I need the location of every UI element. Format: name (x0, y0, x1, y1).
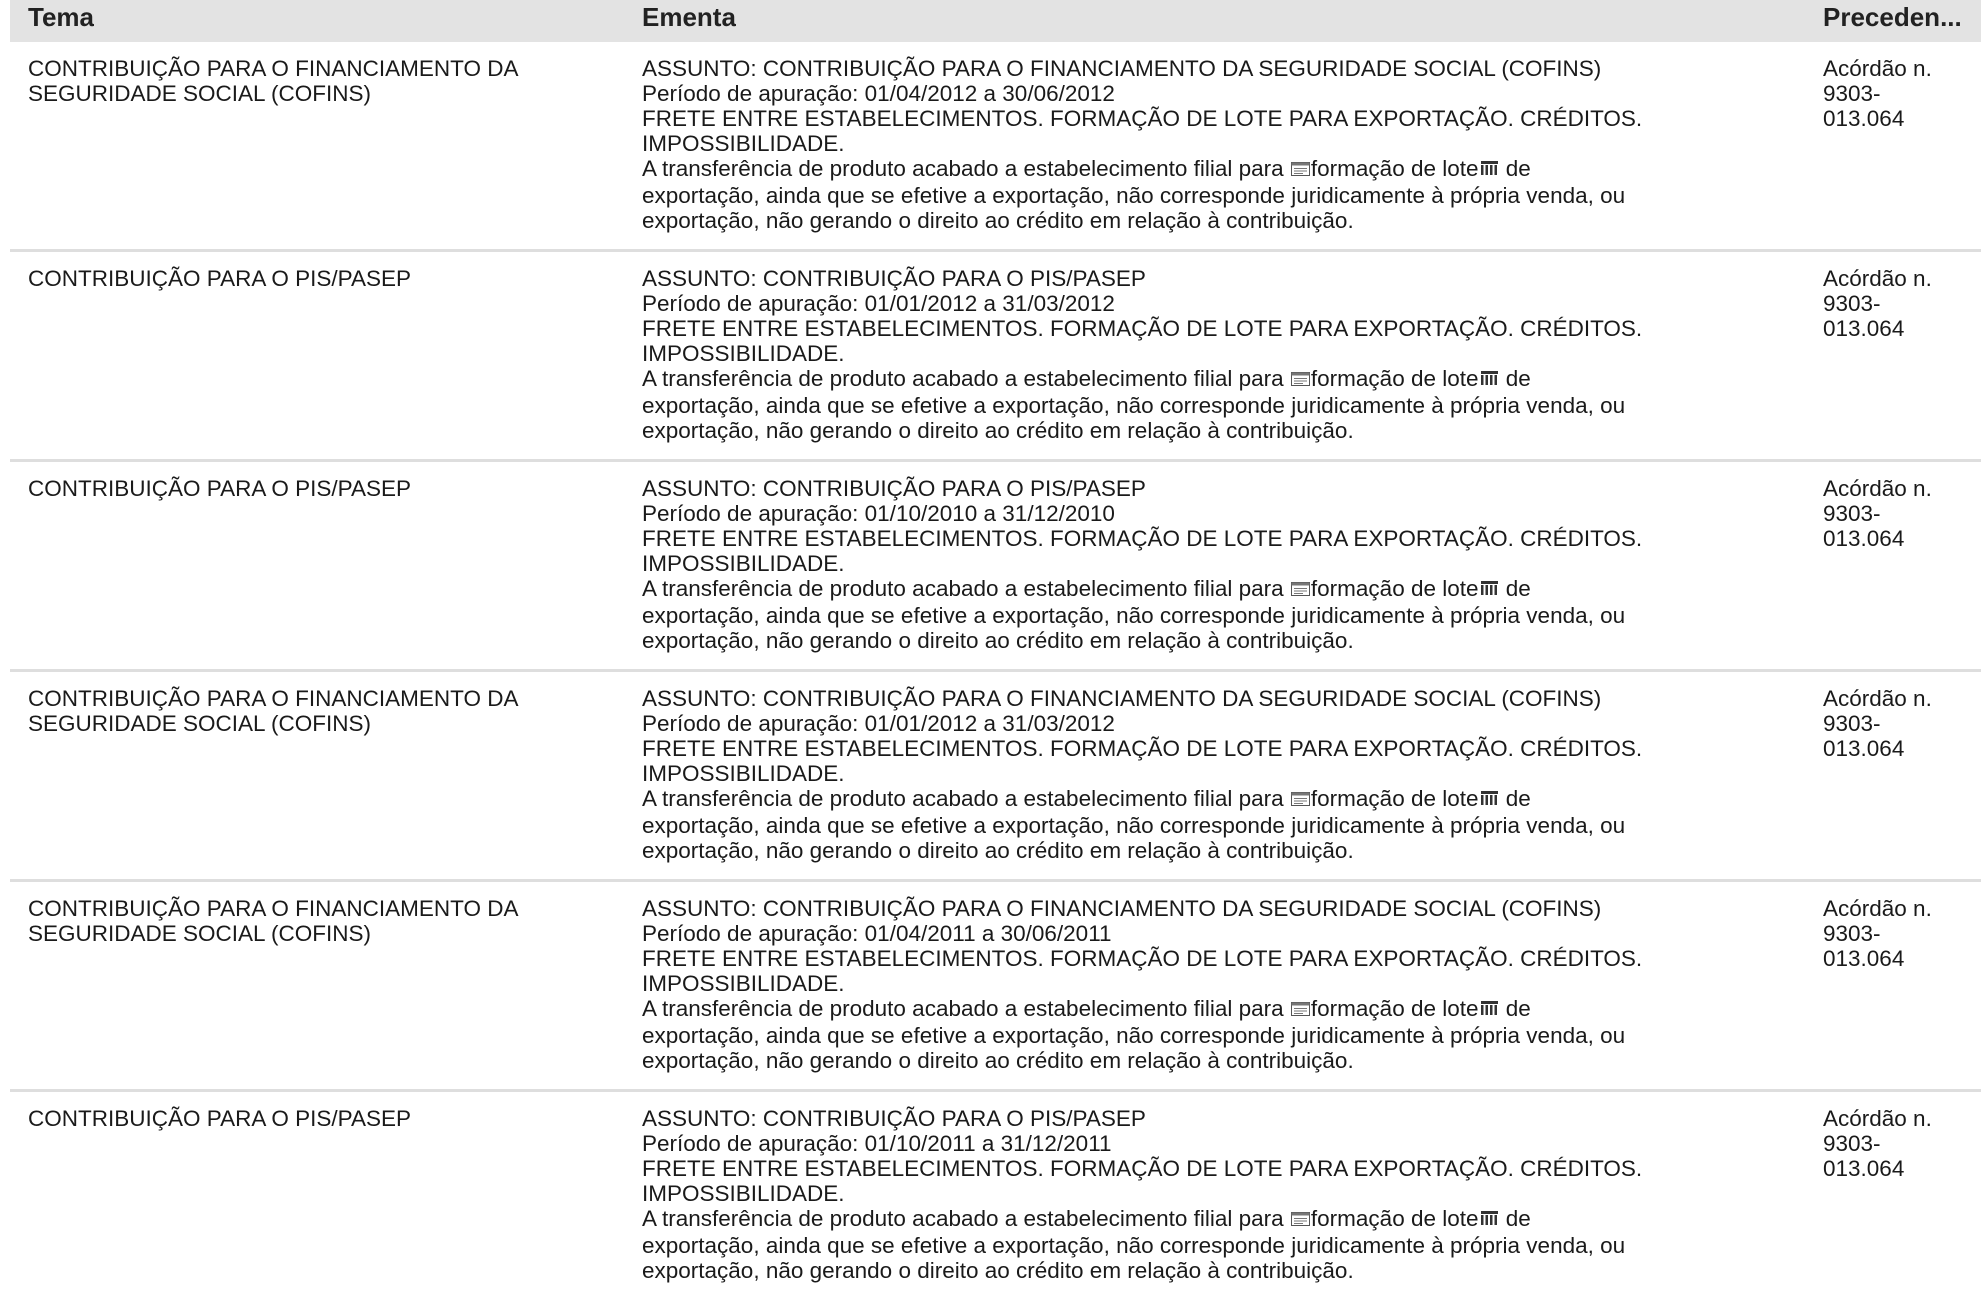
tema-line: CONTRIBUIÇÃO PARA O PIS/PASEP (28, 1106, 412, 1131)
columns-icon (1480, 576, 1499, 601)
ementa-frete: FRETE ENTRE ESTABELECIMENTOS. FORMAÇÃO DE LOTE PARA EXPORTAÇÃO. CRÉDITOS. (642, 526, 1643, 551)
precedente-cell[interactable] (1823, 56, 1973, 131)
ementa-assunto: ASSUNTO: CONTRIBUIÇÃO PARA O PIS/PASEP (642, 476, 1146, 501)
ementa-periodo: Período de apuração: 01/01/2012 a 31/03/2012 (642, 291, 1115, 316)
table-row[interactable] (10, 882, 1981, 1092)
ementa-texto-linha-3: exportação, não gerando o direito ao crédito em relação à contribuição. (642, 837, 1354, 863)
precedente-line: 9303- (1823, 291, 1881, 316)
table-row[interactable] (10, 252, 1981, 462)
ementa-periodo: Período de apuração: 01/04/2011 a 30/06/2011 (642, 921, 1112, 946)
ementa-texto-c: de (1499, 1206, 1531, 1231)
precedente-line: 013.064 (1823, 526, 1905, 551)
precedente-line: 9303- (1823, 711, 1881, 736)
ementa-texto-linha-3: exportação, não gerando o direito ao crédito em relação à contribuição. (642, 1257, 1354, 1283)
columns-icon (1480, 1206, 1499, 1231)
precedente-line: 9303- (1823, 81, 1881, 106)
precedente-cell[interactable] (1823, 896, 1973, 971)
tema-cell (28, 686, 588, 736)
ementa-cell (642, 56, 1792, 233)
tema-line: CONTRIBUIÇÃO PARA O PIS/PASEP (28, 266, 412, 291)
ementa-texto-linha-1 (642, 156, 1792, 183)
ementa-cell (642, 686, 1792, 863)
tema-cell (28, 266, 588, 291)
ementa-assunto: ASSUNTO: CONTRIBUIÇÃO PARA O PIS/PASEP (642, 266, 1146, 291)
columns-icon (1480, 996, 1499, 1021)
tema-line: CONTRIBUIÇÃO PARA O FINANCIAMENTO DA (28, 896, 519, 921)
ementa-frete: FRETE ENTRE ESTABELECIMENTOS. FORMAÇÃO DE LOTE PARA EXPORTAÇÃO. CRÉDITOS. (642, 1156, 1643, 1181)
ementa-texto-linha-2: exportação, ainda que se efetive a exportação, não corresponde juridicamente à própria venda, ou (642, 812, 1626, 838)
table-row[interactable] (10, 462, 1981, 672)
table-body (10, 42, 1981, 1302)
precedente-line: 013.064 (1823, 736, 1905, 761)
ementa-texto-a: A transferência de produto acabado a estabelecimento filial para (642, 996, 1290, 1021)
ementa-frete: FRETE ENTRE ESTABELECIMENTOS. FORMAÇÃO DE LOTE PARA EXPORTAÇÃO. CRÉDITOS. (642, 106, 1643, 131)
ementa-texto-a: A transferência de produto acabado a estabelecimento filial para (642, 786, 1290, 811)
precedente-line: 9303- (1823, 1131, 1881, 1156)
precedente-line: Acórdão n. (1823, 56, 1932, 81)
columns-icon (1480, 786, 1499, 811)
table-row[interactable] (10, 1092, 1981, 1302)
ementa-texto-b: formação de lote (1310, 1206, 1479, 1231)
document-icon (1291, 786, 1310, 811)
column-header-tema[interactable]: Tema (28, 2, 94, 32)
document-icon (1291, 156, 1310, 181)
precedente-line: 9303- (1823, 501, 1881, 526)
precedente-line: Acórdão n. (1823, 476, 1932, 501)
ementa-assunto: ASSUNTO: CONTRIBUIÇÃO PARA O FINANCIAMENTO DA SEGURIDADE SOCIAL (COFINS) (642, 896, 1602, 921)
precedente-line: Acórdão n. (1823, 266, 1932, 291)
ementa-texto-b: formação de lote (1310, 156, 1479, 181)
ementa-impossibilidade: IMPOSSIBILIDADE. (642, 341, 845, 366)
tema-cell (28, 1106, 588, 1131)
ementa-impossibilidade: IMPOSSIBILIDADE. (642, 131, 845, 156)
document-icon (1291, 1206, 1310, 1231)
precedente-cell[interactable] (1823, 476, 1973, 551)
precedente-line: 013.064 (1823, 946, 1905, 971)
document-icon (1291, 366, 1310, 391)
ementa-texto-b: formação de lote (1310, 576, 1479, 601)
ementa-texto-c: de (1499, 996, 1531, 1021)
ementa-periodo: Período de apuração: 01/10/2011 a 31/12/2011 (642, 1131, 1112, 1156)
ementa-periodo: Período de apuração: 01/04/2012 a 30/06/2012 (642, 81, 1115, 106)
tema-line: SEGURIDADE SOCIAL (COFINS) (28, 711, 371, 736)
document-icon (1291, 996, 1310, 1021)
ementa-texto-linha-3: exportação, não gerando o direito ao crédito em relação à contribuição. (642, 417, 1354, 443)
ementa-texto-linha-1 (642, 366, 1792, 393)
ementa-texto-a: A transferência de produto acabado a estabelecimento filial para (642, 576, 1290, 601)
ementa-assunto: ASSUNTO: CONTRIBUIÇÃO PARA O FINANCIAMENTO DA SEGURIDADE SOCIAL (COFINS) (642, 56, 1602, 81)
precedente-line: 013.064 (1823, 106, 1905, 131)
table-row[interactable] (10, 42, 1981, 252)
ementa-texto-a: A transferência de produto acabado a estabelecimento filial para (642, 1206, 1290, 1231)
tema-cell (28, 896, 588, 946)
ementa-frete: FRETE ENTRE ESTABELECIMENTOS. FORMAÇÃO DE LOTE PARA EXPORTAÇÃO. CRÉDITOS. (642, 316, 1643, 341)
ementa-texto-a: A transferência de produto acabado a estabelecimento filial para (642, 366, 1290, 391)
ementa-texto-a: A transferência de produto acabado a estabelecimento filial para (642, 156, 1290, 181)
ementa-texto-c: de (1499, 786, 1531, 811)
ementa-texto-linha-1 (642, 1206, 1792, 1233)
ementa-impossibilidade: IMPOSSIBILIDADE. (642, 1181, 845, 1206)
precedente-line: 013.064 (1823, 1156, 1905, 1181)
ementa-texto-c: de (1499, 156, 1531, 181)
ementa-texto-linha-1 (642, 786, 1792, 813)
ementa-periodo: Período de apuração: 01/01/2012 a 31/03/2012 (642, 711, 1115, 736)
precedente-line: Acórdão n. (1823, 896, 1932, 921)
tema-cell (28, 56, 588, 106)
precedente-line: Acórdão n. (1823, 1106, 1932, 1131)
ementa-texto-linha-2: exportação, ainda que se efetive a exportação, não corresponde juridicamente à própria venda, ou (642, 182, 1626, 208)
tema-line: CONTRIBUIÇÃO PARA O FINANCIAMENTO DA (28, 686, 519, 711)
table-header (10, 0, 1981, 42)
ementa-impossibilidade: IMPOSSIBILIDADE. (642, 551, 845, 576)
ementa-impossibilidade: IMPOSSIBILIDADE. (642, 761, 845, 786)
column-header-precedente[interactable]: Preceden... (1823, 2, 1962, 32)
ementa-texto-linha-3: exportação, não gerando o direito ao crédito em relação à contribuição. (642, 1047, 1354, 1073)
columns-icon (1480, 156, 1499, 181)
ementa-texto-b: formação de lote (1310, 786, 1479, 811)
precedente-line: 013.064 (1823, 316, 1905, 341)
ementa-texto-c: de (1499, 366, 1531, 391)
column-header-ementa[interactable]: Ementa (642, 2, 736, 32)
precedente-cell[interactable] (1823, 266, 1973, 341)
ementa-frete: FRETE ENTRE ESTABELECIMENTOS. FORMAÇÃO DE LOTE PARA EXPORTAÇÃO. CRÉDITOS. (642, 736, 1643, 761)
ementa-texto-b: formação de lote (1310, 996, 1479, 1021)
ementa-texto-linha-2: exportação, ainda que se efetive a exportação, não corresponde juridicamente à própria venda, ou (642, 392, 1626, 418)
ementa-texto-c: de (1499, 576, 1531, 601)
tema-cell (28, 476, 588, 501)
ementa-texto-linha-3: exportação, não gerando o direito ao crédito em relação à contribuição. (642, 207, 1354, 233)
document-icon (1291, 576, 1310, 601)
tema-line: SEGURIDADE SOCIAL (COFINS) (28, 921, 371, 946)
ementa-texto-linha-2: exportação, ainda que se efetive a exportação, não corresponde juridicamente à própria venda, ou (642, 602, 1626, 628)
ementa-texto-linha-1 (642, 996, 1792, 1023)
precedente-line: Acórdão n. (1823, 686, 1932, 711)
ementa-frete: FRETE ENTRE ESTABELECIMENTOS. FORMAÇÃO DE LOTE PARA EXPORTAÇÃO. CRÉDITOS. (642, 946, 1643, 971)
ementa-texto-linha-3: exportação, não gerando o direito ao crédito em relação à contribuição. (642, 627, 1354, 653)
tema-line: CONTRIBUIÇÃO PARA O FINANCIAMENTO DA (28, 56, 519, 81)
ementa-texto-linha-2: exportação, ainda que se efetive a exportação, não corresponde juridicamente à própria venda, ou (642, 1232, 1626, 1258)
ementa-periodo: Período de apuração: 01/10/2010 a 31/12/2010 (642, 501, 1115, 526)
ementa-cell (642, 476, 1792, 653)
ementa-impossibilidade: IMPOSSIBILIDADE. (642, 971, 845, 996)
ementa-cell (642, 266, 1792, 443)
ementa-assunto: ASSUNTO: CONTRIBUIÇÃO PARA O FINANCIAMENTO DA SEGURIDADE SOCIAL (COFINS) (642, 686, 1602, 711)
tema-line: CONTRIBUIÇÃO PARA O PIS/PASEP (28, 476, 412, 501)
columns-icon (1480, 366, 1499, 391)
ementa-texto-b: formação de lote (1310, 366, 1479, 391)
ementa-texto-linha-1 (642, 576, 1792, 603)
results-table (10, 0, 1981, 1302)
ementa-assunto: ASSUNTO: CONTRIBUIÇÃO PARA O PIS/PASEP (642, 1106, 1146, 1131)
precedente-cell[interactable] (1823, 686, 1973, 761)
ementa-cell (642, 896, 1792, 1073)
table-row[interactable] (10, 672, 1981, 882)
ementa-texto-linha-2: exportação, ainda que se efetive a exportação, não corresponde juridicamente à própria venda, ou (642, 1022, 1626, 1048)
ementa-cell (642, 1106, 1792, 1283)
tema-line: SEGURIDADE SOCIAL (COFINS) (28, 81, 371, 106)
precedente-line: 9303- (1823, 921, 1881, 946)
precedente-cell[interactable] (1823, 1106, 1973, 1181)
